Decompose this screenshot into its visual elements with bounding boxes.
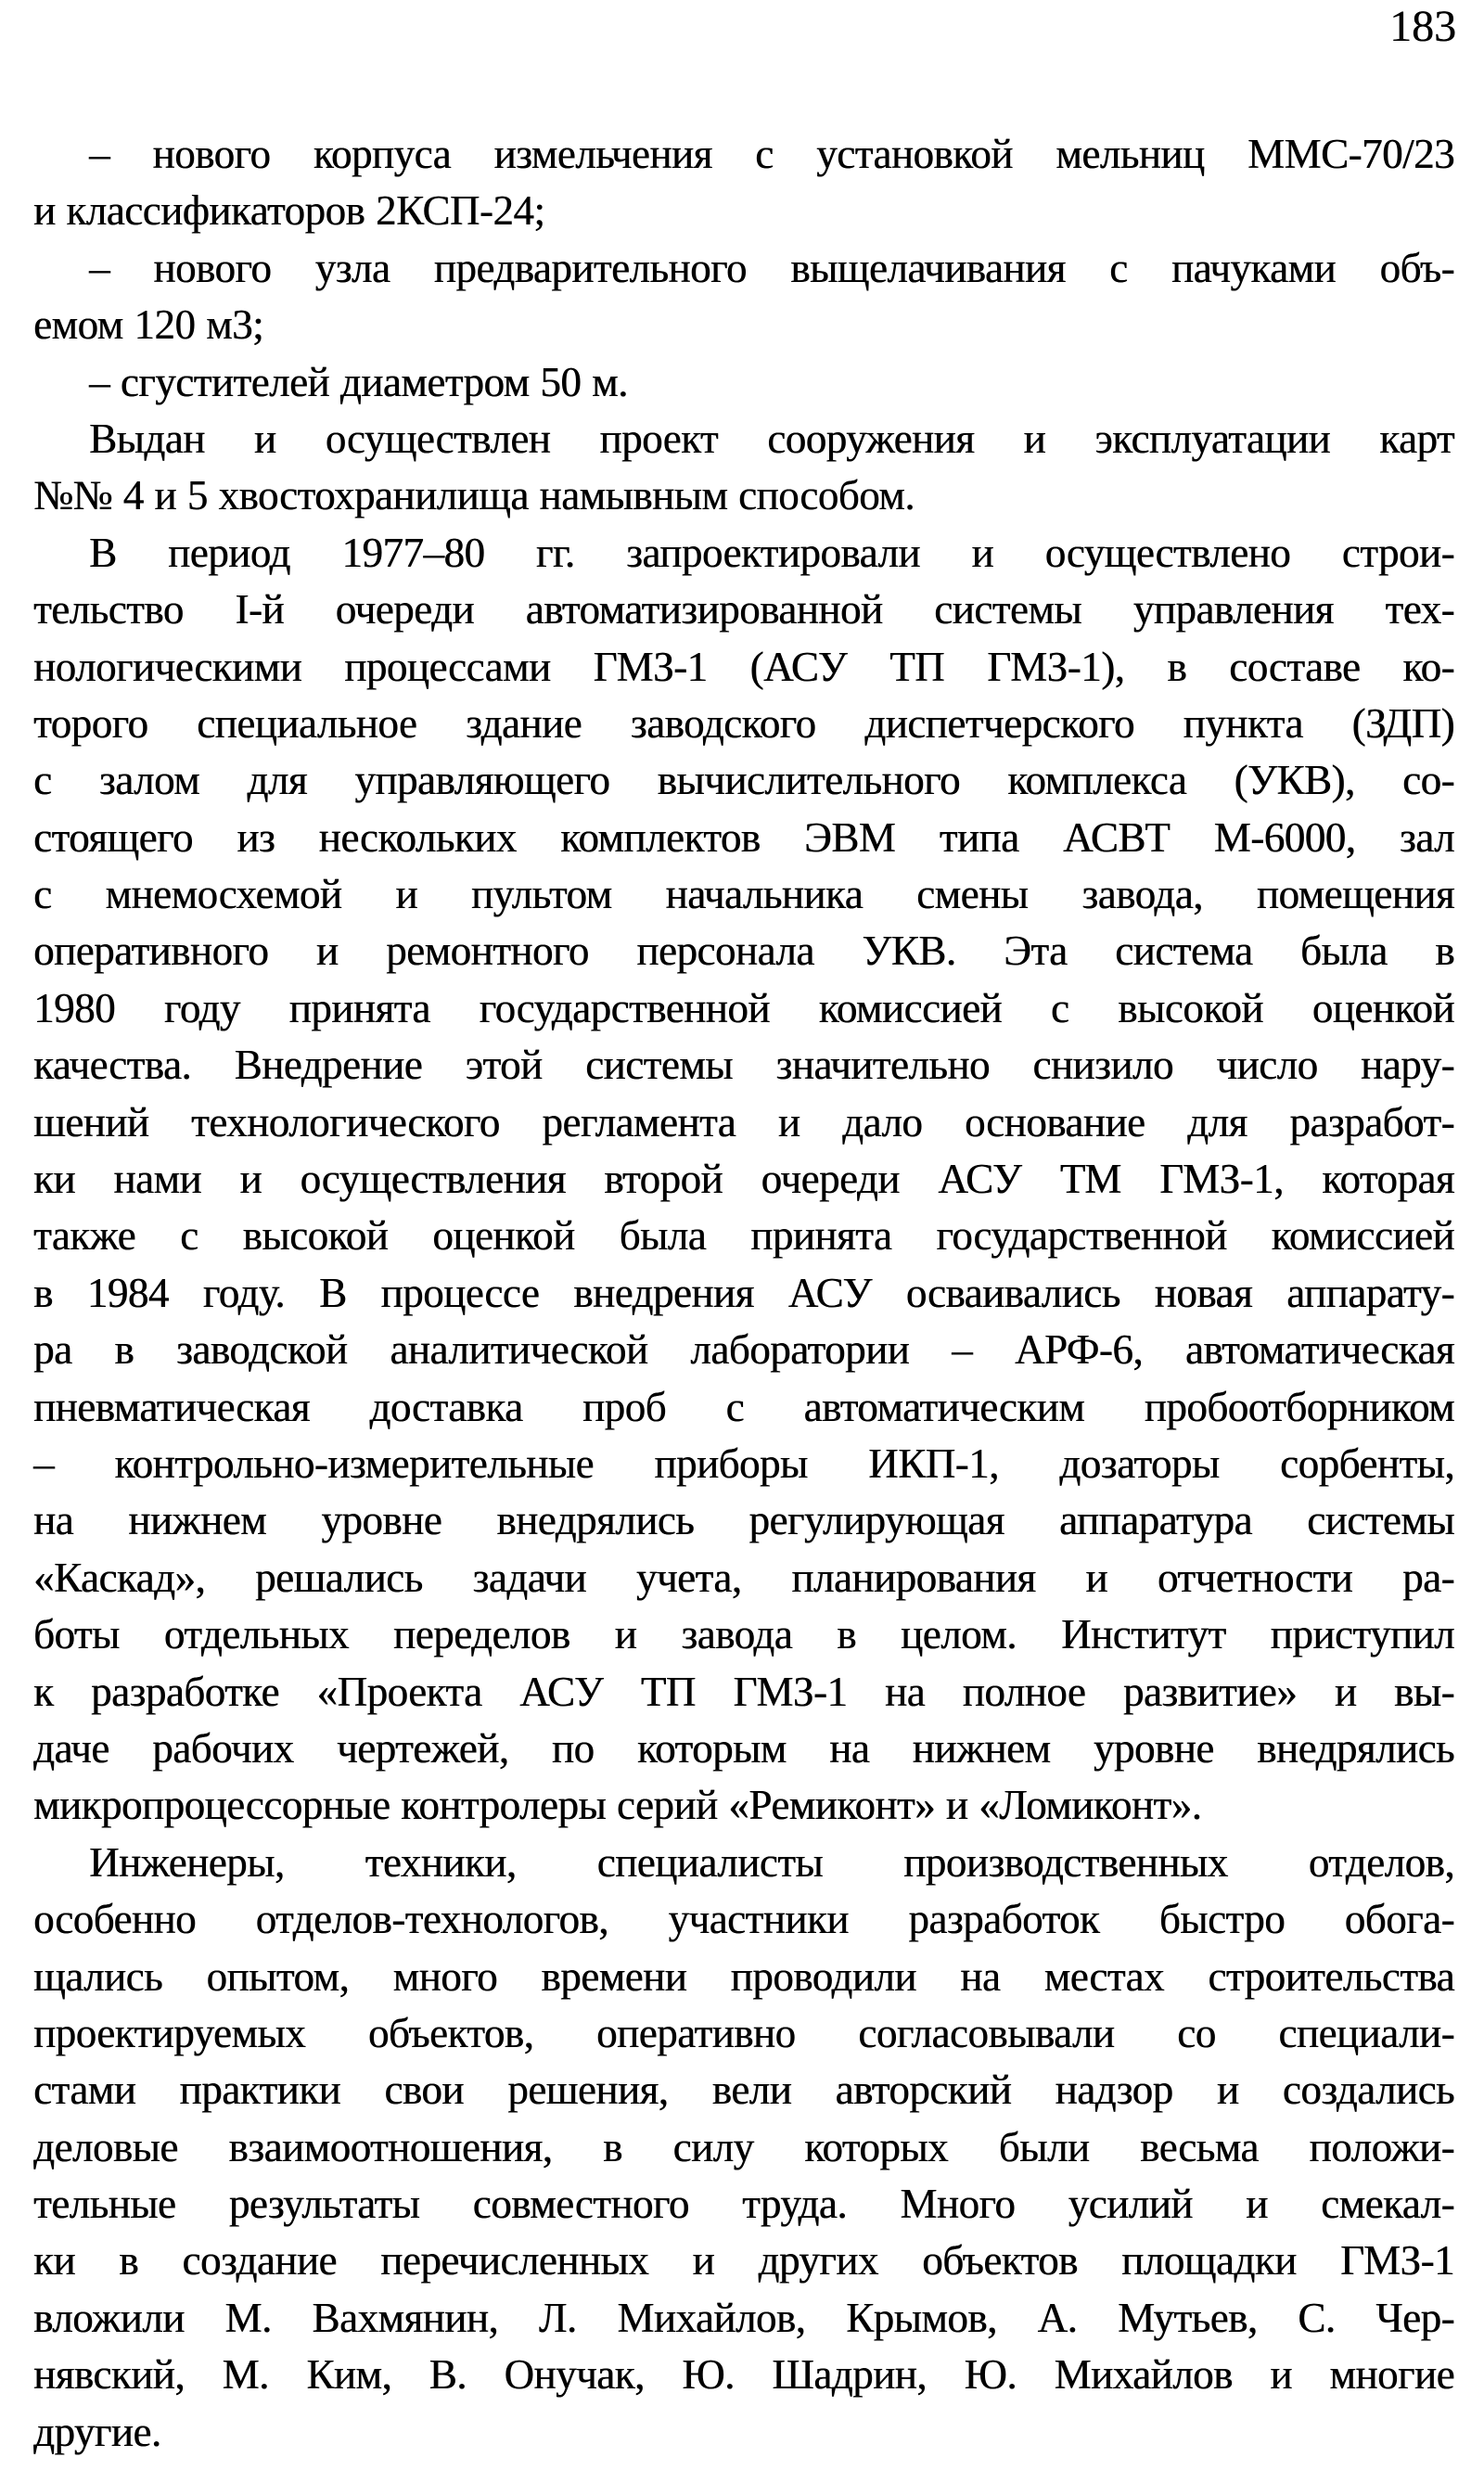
text-line: микропроцессорные контролеры серий «Ремиконт» и «Ломиконт». (33, 1782, 1202, 1829)
text-line: Выдан и осуществлен проект сооружения и эксплуатации карт (89, 415, 1454, 462)
paragraph (33, 354, 1454, 411)
text-line: проектируемых объектов, оперативно согласовывали со специали- (33, 2009, 1454, 2056)
text-line: – контрольно-измерительные приборы ИКП-1, дозаторы сорбенты, (33, 1440, 1454, 1487)
paragraph (33, 525, 1454, 1835)
paragraph (33, 126, 1454, 240)
text-line: шений технологического регламента и дало основание для разработ- (33, 1098, 1454, 1146)
text-line: также с высокой оценкой была принята государственной комиссией (33, 1212, 1454, 1260)
text-line: нявский, М. Ким, В. Онучак, Ю. Шадрин, Ю. Михайлов и многие (33, 2351, 1454, 2399)
text-line: и классификаторов 2КСП-24; (33, 187, 545, 235)
text-line: даче рабочих чертежей, по которым на нижнем уровне внедрялись (33, 1724, 1454, 1772)
text-line: №№ 4 и 5 хвостохранилища намывным способом. (33, 472, 915, 519)
text-line: 1980 году принята государственной комиссией с высокой оценкой (33, 984, 1454, 1031)
text-line: стоящего из нескольких комплектов ЭВМ типа АСВТ М-6000, зал (33, 813, 1454, 861)
text-line: в 1984 году. В процессе внедрения АСУ осваивались новая аппарату- (33, 1269, 1454, 1316)
text-line: другие. (33, 2408, 161, 2455)
text-line: стами практики свои решения, вели авторский надзор и создались (33, 2067, 1454, 2114)
text-line: – нового корпуса измельчения с установкой мельниц ММС-70/23 (89, 131, 1454, 177)
text-line: пневматическая доставка проб с автоматическим пробоотборником (33, 1383, 1454, 1430)
text-line: с залом для управляющего вычислительного комплекса (УКВ), со- (33, 757, 1454, 804)
text-line: ра в заводской аналитической лаборатории – АРФ-6, автоматическая (33, 1326, 1454, 1374)
text-line: особенно отделов-технологов, участники разработок быстро обога- (33, 1896, 1454, 1943)
text-line: на нижнем уровне внедрялись регулирующая аппаратура системы (33, 1497, 1454, 1544)
text-line: – нового узла предварительного выщелачивания с пачуками объ- (89, 244, 1454, 291)
body-text-block (33, 126, 1454, 2461)
text-line: вложили М. Вахмянин, Л. Михайлов, Крымов, А. Мутьев, С. Чер- (33, 2294, 1454, 2341)
text-line: к разработке «Проекта АСУ ТП ГМЗ-1 на полное развитие» и вы- (33, 1668, 1454, 1715)
text-line: емом 120 м3; (33, 301, 264, 349)
text-line: «Каскад», решались задачи учета, планирования и отчетности ра- (33, 1554, 1454, 1601)
text-line: тельные результаты совместного труда. Много усилий и смекал- (33, 2181, 1454, 2228)
paragraph (33, 240, 1454, 354)
text-line: В период 1977–80 гг. запроектировали и осуществлено строи- (89, 529, 1454, 576)
text-line: ки в создание перечисленных и других объектов площадки ГМЗ-1 (33, 2237, 1454, 2285)
text-line: боты отдельных переделов и завода в целом. Институт приступил (33, 1611, 1454, 1658)
text-line: деловые взаимоотношения, в силу которых были весьма положи- (33, 2123, 1454, 2170)
text-line: нологическими процессами ГМЗ-1 (АСУ ТП ГМЗ-1), в составе ко- (33, 643, 1454, 690)
paragraph (33, 411, 1454, 525)
text-line: Инженеры, техники, специалисты производственных отделов, (89, 1838, 1454, 1886)
text-line: оперативного и ремонтного персонала УКВ. Эта система была в (33, 928, 1454, 975)
paragraph (33, 1835, 1454, 2461)
text-line: ки нами и осуществления второй очереди АСУ ТМ ГМЗ-1, которая (33, 1156, 1454, 1203)
text-line: с мнемосхемой и пультом начальника смены завода, помещения (33, 871, 1454, 918)
page-number: 183 (1389, 2, 1456, 51)
text-line: тельство I-й очереди автоматизированной системы управления тех- (33, 586, 1454, 634)
text-line: – сгустителей диаметром 50 м. (89, 358, 628, 405)
text-line: торого специальное здание заводского диспетчерского пункта (ЗДП) (33, 699, 1454, 747)
text-line: качества. Внедрение этой системы значительно снизило число нару- (33, 1042, 1454, 1089)
text-line: щались опытом, много времени проводили на местах строительства (33, 1952, 1454, 2000)
